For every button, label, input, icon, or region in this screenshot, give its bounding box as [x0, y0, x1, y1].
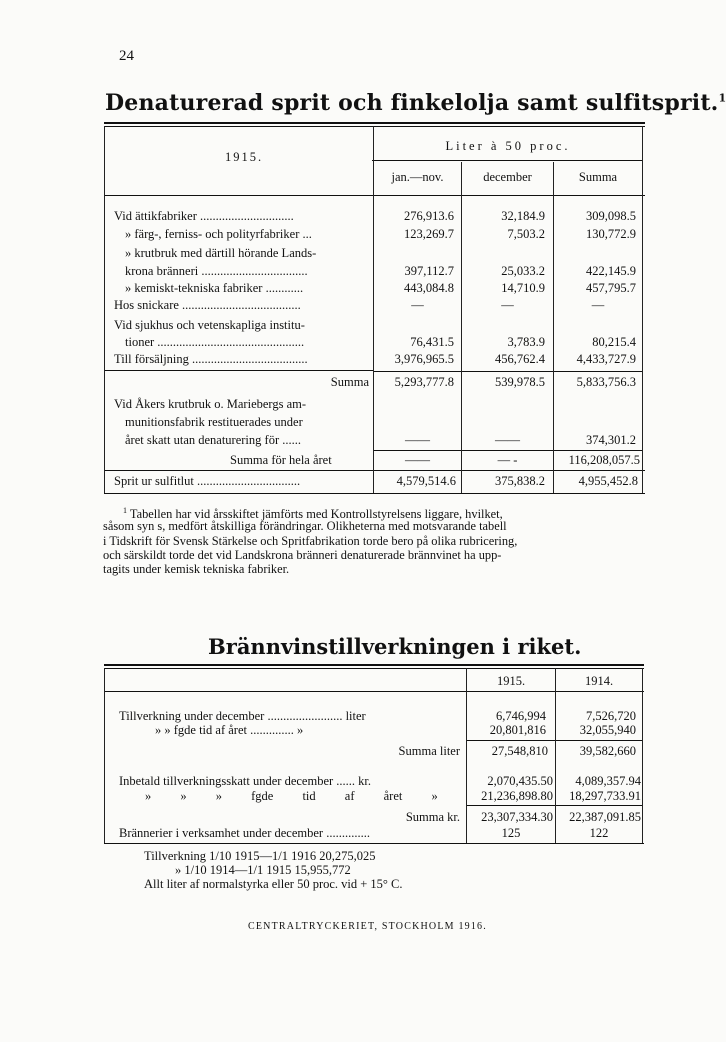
table1-title — [105, 90, 726, 116]
table1-title-text: Denaturerad sprit och finkelolja samt sulfitsprit. — [105, 90, 719, 116]
table1-summa-rule — [104, 370, 374, 371]
table1-row-v1: — — [411, 298, 424, 312]
table1-row-v3: — — [591, 298, 605, 312]
table1-akers-line: året skatt utan denaturering för ...... — [125, 433, 301, 447]
table2-tillv-dec-1914: 7,526,720 — [586, 709, 636, 723]
table2-summa-liter-label: Summa liter — [398, 744, 460, 758]
table1-summa-v3: 5,833,756.3 — [576, 375, 636, 389]
table1-summa-hela-v2: — - — [497, 453, 518, 467]
table1-row-label: Vid ättikfabriker .............................. — [114, 209, 294, 223]
table1-row-v1: 397,112.7 — [404, 264, 454, 278]
table1-akers-v3: 374,301.2 — [586, 433, 636, 447]
table1-row-v2: 25,033.2 — [501, 264, 545, 278]
table2-note-1: Tillverkning 1/10 1915—1/1 1916 20,275,025 — [144, 849, 376, 863]
table1-col-header-summa: Summa — [578, 170, 618, 184]
table2-branner-label: Brännerier i verksamhet under december .............. — [119, 826, 370, 840]
table1-row-v2: — — [501, 298, 514, 312]
table2-inbet-dec-1914: 4,089,357.94 — [575, 774, 641, 788]
table1-akers-line: munitionsfabrik restituerades under — [125, 415, 303, 429]
table1-row-label: krona bränneri .................................. — [125, 264, 308, 278]
table1-akers-v2: —— — [495, 433, 520, 447]
table2-branner-1914: 122 — [589, 826, 609, 840]
table1-row-label: Till försäljning ..................................... — [114, 352, 308, 366]
table1-row-v1: 443,084.8 — [404, 281, 454, 295]
table2-inbet-fgde-label: » » » fgde tid af året » — [145, 789, 438, 803]
table2-tillv-fgde-1915: 20,801,816 — [489, 723, 546, 737]
table1-row-label: » kemiskt-tekniska fabriker ............ — [125, 281, 304, 295]
table1-row-v2: 456,762.4 — [495, 352, 545, 366]
table1-col-header-december: december — [483, 170, 532, 184]
table1-sulfit-v2: 375,838.2 — [495, 474, 545, 488]
table1-title-note: 1 — [718, 91, 726, 105]
table1-row-v1: 3,976,965.5 — [394, 352, 454, 366]
table1-row-label: Vid sjukhus och vetenskapliga institu- — [114, 318, 305, 332]
table1-bottom-rule — [104, 493, 645, 494]
table1-row-v3: 309,098.5 — [586, 209, 636, 223]
table2-summa-liter-rule — [466, 740, 642, 741]
table2-top-rule — [104, 664, 644, 666]
table2-bottom-rule — [104, 843, 644, 844]
table1-year-header: 1915. — [225, 150, 264, 164]
footnote-text-1: Tabellen har vid årsskiftet jämförts med Kontrollstyrelsens liggare, hvilket, — [129, 507, 503, 522]
footnote-line-3: i Tidskrift för Svensk Stärkelse och Spritfabrikation torde bero på olika rubricering, — [103, 534, 518, 548]
table2-col-header-1914: 1914. — [584, 674, 614, 688]
table1-row-v2: 3,783.9 — [507, 335, 545, 349]
table1-row-v1: 123,269.7 — [404, 227, 454, 241]
table2-summa-liter-1915: 27,548,810 — [491, 744, 548, 758]
table2-summa-kr-label: Summa kr. — [405, 810, 460, 824]
table2-title: Brännvinstillverkningen i riket. — [208, 634, 582, 659]
table2-tillv-dec-1915: 6,746,994 — [496, 709, 546, 723]
table2-tillv-fgde-label: » » fgde tid af året .............. » — [155, 723, 304, 737]
table2-summa-liter-1914: 39,582,660 — [579, 744, 636, 758]
table1-top-rule-thin — [104, 126, 645, 127]
table2-summa-kr-1915: 23,307,334.30 — [481, 810, 553, 824]
table1-row-label: Hos snickare ...................................... — [114, 298, 301, 312]
table2-right-border — [642, 668, 643, 843]
table2-tillv-dec-label: Tillverkning under december ........................ liter — [119, 709, 366, 723]
table2-col-header-1915: 1915. — [496, 674, 526, 688]
table1-header-mid-rule — [372, 160, 642, 161]
table2-inbet-dec-1915: 2,070,435.50 — [487, 774, 553, 788]
page-number: 24 — [119, 48, 134, 64]
table1-left-border — [104, 126, 105, 493]
table1-row-label: » färg-, ferniss- och polityrfabriker ... — [125, 227, 312, 241]
table2-inbet-dec-label: Inbetald tillverkningsskatt under december ...... kr. — [119, 774, 372, 788]
table2-summa-kr-1914: 22,387,091.85 — [569, 810, 641, 824]
table2-branner-1915: 125 — [501, 826, 521, 840]
table1-summa-hela-label: Summa för hela året — [230, 453, 332, 467]
table1-row-label: tioner ............................................... — [125, 335, 305, 349]
table2-tillv-fgde-1914: 32,055,940 — [579, 723, 636, 737]
table2-summa-kr-rule — [466, 805, 642, 806]
table1-right-border — [642, 126, 643, 493]
table1-akers-rule — [374, 450, 642, 451]
table1-summa-hela-v1: —— — [405, 453, 430, 467]
table1-liter-header: Liter à 50 proc. — [445, 139, 571, 153]
table2-header-bottom-rule — [104, 691, 644, 692]
table1-row-v2: 14,710.9 — [501, 281, 545, 295]
table1-summa-v2: 539,978.5 — [495, 375, 545, 389]
table1-summa-v1: 5,293,777.8 — [394, 375, 454, 389]
table1-row-v1: 276,913.6 — [404, 209, 454, 223]
table1-summa-hela-v3: 116,208,057.5 — [568, 453, 640, 467]
table1-row-v3: 130,772.9 — [586, 227, 636, 241]
table1-header-bottom-rule — [104, 195, 645, 196]
table1-col-header-jan-nov: jan.—nov. — [391, 170, 444, 184]
table1-summa-label: Summa — [330, 375, 369, 389]
table1-row-label: » krutbruk med därtill hörande Lands- — [125, 246, 317, 260]
table1-row-v3: 4,433,727.9 — [576, 352, 636, 366]
table2-inbet-fgde-1915: 21,236,898.80 — [481, 789, 553, 803]
table1-summa-rule-nums — [374, 371, 642, 372]
table1-sulfit-label: Sprit ur sulfitlut ................................. — [114, 474, 301, 488]
footnote-line-5: tagits under kemisk tekniska fabriker. — [103, 562, 290, 576]
printer-imprint: CENTRALTRYCKERIET, STOCKHOLM 1916. — [248, 921, 487, 932]
table2-note-3: Allt liter af normalstyrka eller 50 proc. vid + 15° C. — [144, 877, 403, 891]
table1-row-v2: 7,503.2 — [507, 227, 545, 241]
footnote-line-2: såsom syn s, medfört åtskilliga förändringar. Olikheterna med motsvarande tabell — [103, 519, 507, 533]
table1-row-v2: 32,184.9 — [501, 209, 545, 223]
table2-top-rule-thin — [104, 668, 644, 669]
table1-row-v1: 76,431.5 — [410, 335, 454, 349]
table1-row-v3: 457,795.7 — [586, 281, 636, 295]
table1-akers-line: Vid Åkers krutbruk o. Mariebergs am- — [114, 397, 307, 411]
table1-sulfit-v3: 4,955,452.8 — [578, 474, 638, 488]
table2-note-2: » 1/10 1914—1/1 1915 15,955,772 — [175, 863, 351, 877]
table1-row-v3: 80,215.4 — [592, 335, 636, 349]
table1-top-rule — [104, 122, 645, 124]
table2-inbet-fgde-1914: 18,297,733.91 — [569, 789, 641, 803]
table1-hela-rule — [104, 470, 645, 471]
table1-sulfit-v1: 4,579,514.6 — [396, 474, 456, 488]
table1-row-v3: 422,145.9 — [586, 264, 636, 278]
footnote-marker: 1 — [123, 506, 127, 515]
table1-akers-v1: —— — [405, 433, 430, 447]
footnote-line-4: och särskildt torde det vid Landskrona bränneri denaturerade brännvinet ha upp- — [103, 548, 502, 562]
